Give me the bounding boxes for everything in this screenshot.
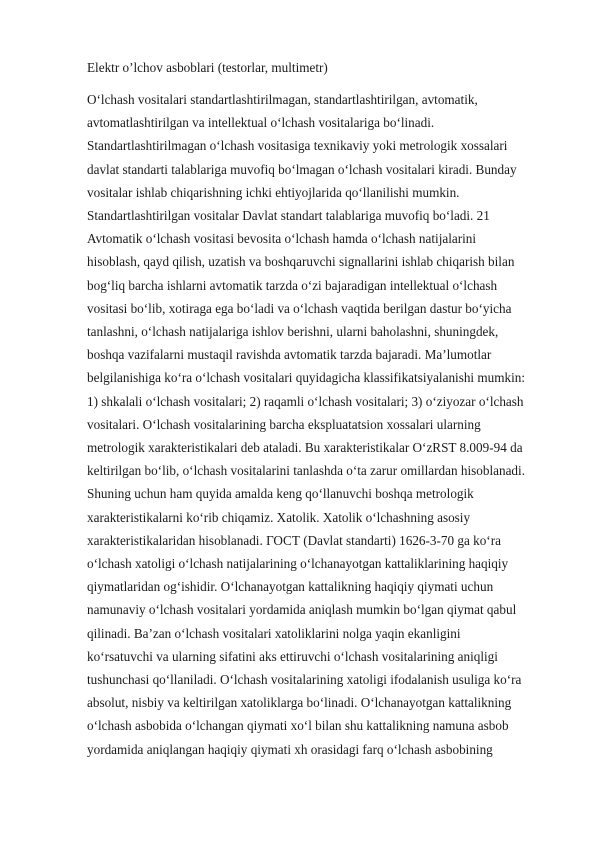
body-line: ko‘rsatuvchi va ularning sifatini aks ettiruvchi o‘lchash vositalarining aniqligi bbox=[87, 648, 498, 664]
body-line: O‘lchash vositalari standartlashtirilmagan, standartlashtirilgan, avtomatik, bbox=[87, 92, 478, 107]
body-line: o‘lchash xatoligi o‘lchash natijalarining o‘lchanayotgan kattaliklarining haqiqiy bbox=[87, 556, 509, 572]
body-line: metrologik xarakteristikalari deb ataladi. Bu xarakteristikalar O‘zRST 8.009-94 da bbox=[87, 440, 523, 456]
body-line: vositalar ishlab chiqarishning ichki ehtiyojlarida qo‘llanilishi mumkin. bbox=[87, 184, 460, 200]
body-line: vositasi bo‘lib, xotiraga ega bo‘ladi va o‘lchash vaqtida berilgan dastur bo‘yicha bbox=[87, 300, 512, 316]
body-line: davlat standarti talablariga muvofiq bo‘lmagan o‘lchash vositalari kiradi. Bunday bbox=[87, 161, 517, 177]
body-line: xarakteristikalarni ko‘rib chiqamiz. Xatolik. Xatolik o‘lchashning asosiy bbox=[87, 509, 471, 525]
body-line: tanlashni, o‘lchash natijalariga ishlov berishni, ularni baholashni, shuningdek, bbox=[87, 324, 499, 340]
body-line: Shuning uchun ham quyida amalda keng qo‘llanuvchi boshqa metrologik bbox=[87, 486, 474, 502]
body-line: qilinadi. Ba’zan o‘lchash vositalari xatoliklarini nolga yaqin ekanligini bbox=[87, 625, 461, 641]
body-line: boshqa vazifalarni mustaqil ravishda avtomatik tarzda bajaradi. Ma’lumotlar bbox=[87, 347, 492, 363]
body-line: 1) shkalali o‘lchash vositalari; 2) raqamli o‘lchash vositalari; 3) o‘ziyozar o‘lchash bbox=[87, 393, 524, 409]
body-line: qiymatlaridan og‘ishidir. O‘lchanayotgan kattalikning haqiqiy qiymati uchun bbox=[87, 579, 494, 595]
body-line: keltirilgan bo‘lib, o‘lchash vositalarini tanlashda o‘ta zarur omillardan hisoblanadi. bbox=[87, 463, 525, 479]
body-line: Standartlashtirilmagan o‘lchash vositasiga texnikaviy yoki metrologik xossalari bbox=[87, 138, 508, 154]
body-line: Avtomatik o‘lchash vositasi bevosita o‘lchash hamda o‘lchash natijalarini bbox=[87, 231, 477, 247]
body-line: yordamida aniqlangan haqiqiy qiymati xh orasidagi farq o‘lchash asbobining bbox=[87, 741, 493, 757]
body-line: belgilanishiga ko‘ra o‘lchash vositalari quyidagicha klassifikatsiyalanishi mumkin: bbox=[87, 370, 526, 386]
body-line: avtomatlashtirilgan va intellektual o‘lchash vositalariga bo‘linadi. bbox=[87, 115, 435, 131]
body-line: Standartlashtirilgan vositalar Davlat standart talablariga muvofiq bo‘ladi. 21 bbox=[87, 208, 490, 224]
body-line: hisoblash, qayd qilish, uzatish va boshqaruvchi signallarini ishlab chiqarish bilan bbox=[87, 254, 515, 270]
body-line: vositalari. O‘lchash vositalarining barcha ekspluatatsion xossalari ularning bbox=[87, 416, 481, 432]
body-line: xarakteristikalaridan hisoblanadi. ГОСТ (Davlat standarti) 1626-3-70 ga ko‘ra bbox=[87, 532, 501, 548]
document-title: Elektr o’lchov asboblari (testorlar, multimetr) bbox=[87, 60, 328, 75]
body-line: o‘lchash asbobida o‘lchangan qiymati xo‘l bilan shu kattalikning namuna asbob bbox=[87, 718, 509, 734]
body-line: namunaviy o‘lchash vositalari yordamida aniqlash mumkin bo‘lgan qiymat qabul bbox=[87, 602, 517, 618]
body-line: tushunchasi qo‘llaniladi. O‘lchash vositalarining xatoligi ifodalanish usuliga ko‘ra bbox=[87, 672, 522, 688]
body-line: absolut, nisbiy va keltirilgan xatoliklarga bo‘linadi. O‘lchanayotgan kattalikning bbox=[87, 695, 512, 711]
document-body bbox=[87, 88, 557, 761]
body-line: bog‘liq barcha ishlarni avtomatik tarzda o‘zi bajaradigan intellektual o‘lchash bbox=[87, 277, 498, 293]
document-page bbox=[87, 58, 557, 761]
